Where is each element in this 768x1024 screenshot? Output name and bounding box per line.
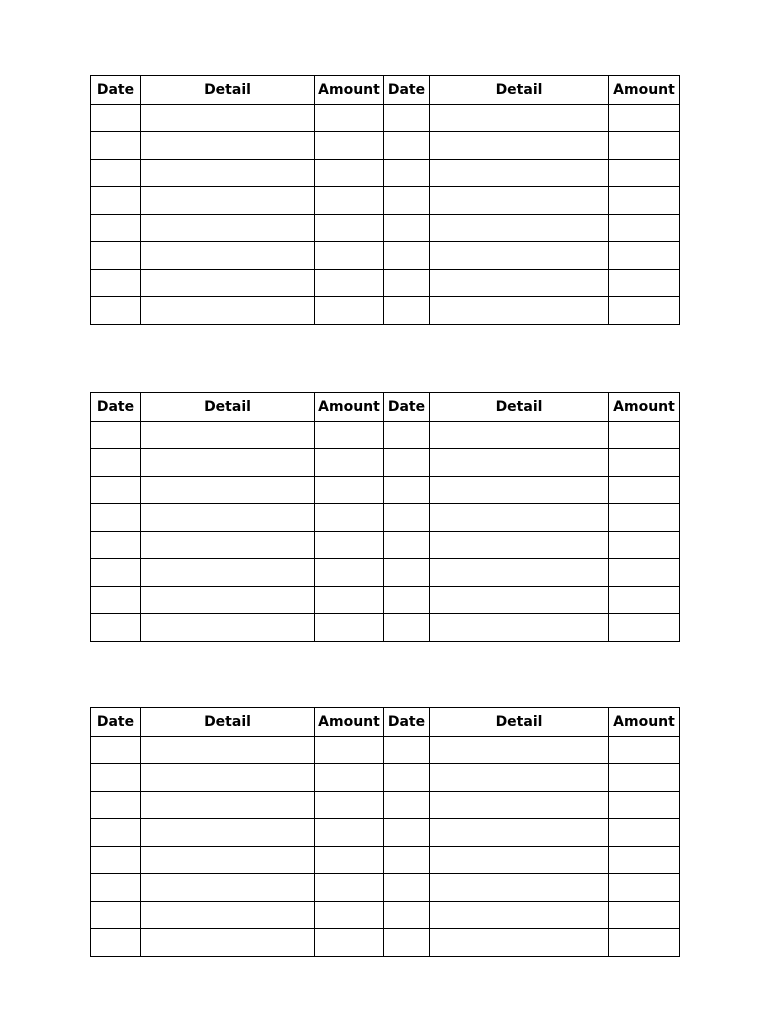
- date-cell: [384, 214, 430, 242]
- date-cell: [384, 104, 430, 132]
- amount-cell: [315, 559, 384, 587]
- column-header-amount: Amount: [315, 708, 384, 737]
- amount-cell: [609, 297, 680, 325]
- detail-cell: [141, 531, 315, 559]
- detail-cell: [430, 819, 609, 847]
- amount-cell: [315, 929, 384, 957]
- amount-cell: [315, 132, 384, 160]
- table-row: [91, 104, 680, 132]
- table-row: [91, 791, 680, 819]
- column-header-detail: Detail: [430, 708, 609, 737]
- detail-cell: [430, 159, 609, 187]
- detail-cell: [141, 559, 315, 587]
- date-cell: [384, 531, 430, 559]
- detail-cell: [141, 614, 315, 642]
- column-header-amount: Amount: [609, 708, 680, 737]
- date-cell: [91, 901, 141, 929]
- date-cell: [91, 187, 141, 215]
- table-row: [91, 874, 680, 902]
- amount-cell: [609, 846, 680, 874]
- amount-cell: [315, 901, 384, 929]
- amount-cell: [609, 269, 680, 297]
- table-row: [91, 846, 680, 874]
- amount-cell: [315, 449, 384, 477]
- detail-cell: [141, 104, 315, 132]
- amount-cell: [315, 764, 384, 792]
- amount-cell: [315, 504, 384, 532]
- date-cell: [384, 187, 430, 215]
- detail-cell: [430, 586, 609, 614]
- table-row: [91, 214, 680, 242]
- amount-cell: [609, 476, 680, 504]
- amount-cell: [315, 846, 384, 874]
- table-row: [91, 559, 680, 587]
- header-row: [91, 76, 680, 105]
- amount-cell: [315, 214, 384, 242]
- table-row: [91, 586, 680, 614]
- amount-cell: [609, 929, 680, 957]
- detail-cell: [430, 214, 609, 242]
- column-header-date: Date: [384, 76, 430, 105]
- detail-cell: [141, 187, 315, 215]
- detail-cell: [141, 476, 315, 504]
- column-header-amount: Amount: [609, 393, 680, 422]
- amount-cell: [315, 269, 384, 297]
- amount-cell: [609, 736, 680, 764]
- detail-cell: [141, 846, 315, 874]
- amount-cell: [609, 187, 680, 215]
- amount-cell: [315, 874, 384, 902]
- amount-cell: [609, 819, 680, 847]
- table-row: [91, 449, 680, 477]
- table-row: [91, 269, 680, 297]
- detail-cell: [430, 874, 609, 902]
- date-cell: [384, 132, 430, 160]
- amount-cell: [315, 104, 384, 132]
- header-row: [91, 393, 680, 422]
- amount-cell: [315, 242, 384, 270]
- amount-cell: [315, 159, 384, 187]
- date-cell: [91, 846, 141, 874]
- date-cell: [91, 159, 141, 187]
- date-cell: [384, 929, 430, 957]
- amount-cell: [609, 421, 680, 449]
- date-cell: [91, 449, 141, 477]
- amount-cell: [609, 104, 680, 132]
- column-header-amount: Amount: [609, 76, 680, 105]
- amount-cell: [609, 242, 680, 270]
- date-cell: [91, 504, 141, 532]
- amount-cell: [609, 504, 680, 532]
- detail-cell: [430, 449, 609, 477]
- detail-cell: [430, 791, 609, 819]
- table-row: [91, 159, 680, 187]
- amount-cell: [609, 764, 680, 792]
- amount-cell: [609, 586, 680, 614]
- detail-cell: [141, 874, 315, 902]
- amount-cell: [315, 614, 384, 642]
- amount-cell: [609, 874, 680, 902]
- ledger-body: [91, 104, 680, 324]
- date-cell: [384, 846, 430, 874]
- detail-cell: [430, 504, 609, 532]
- amount-cell: [315, 297, 384, 325]
- date-cell: [384, 504, 430, 532]
- table-row: [91, 504, 680, 532]
- column-header-amount: Amount: [315, 76, 384, 105]
- detail-cell: [141, 586, 315, 614]
- detail-cell: [141, 214, 315, 242]
- date-cell: [384, 614, 430, 642]
- column-header-detail: Detail: [430, 393, 609, 422]
- date-cell: [91, 874, 141, 902]
- date-cell: [91, 929, 141, 957]
- date-cell: [384, 901, 430, 929]
- detail-cell: [430, 242, 609, 270]
- detail-cell: [430, 132, 609, 160]
- table-row: [91, 819, 680, 847]
- amount-cell: [315, 187, 384, 215]
- column-header-amount: Amount: [315, 393, 384, 422]
- amount-cell: [315, 791, 384, 819]
- detail-cell: [141, 159, 315, 187]
- table-row: [91, 421, 680, 449]
- date-cell: [384, 297, 430, 325]
- date-cell: [384, 764, 430, 792]
- amount-cell: [609, 132, 680, 160]
- column-header-detail: Detail: [141, 393, 315, 422]
- detail-cell: [430, 187, 609, 215]
- detail-cell: [141, 764, 315, 792]
- detail-cell: [141, 132, 315, 160]
- detail-cell: [430, 476, 609, 504]
- detail-cell: [430, 614, 609, 642]
- date-cell: [91, 421, 141, 449]
- table-row: [91, 476, 680, 504]
- amount-cell: [609, 901, 680, 929]
- detail-cell: [430, 929, 609, 957]
- column-header-date: Date: [384, 393, 430, 422]
- column-header-detail: Detail: [141, 76, 315, 105]
- date-cell: [91, 531, 141, 559]
- table-row: [91, 531, 680, 559]
- header-row: [91, 708, 680, 737]
- table-row: [91, 901, 680, 929]
- date-cell: [384, 586, 430, 614]
- detail-cell: [430, 531, 609, 559]
- column-header-date: Date: [91, 708, 141, 737]
- detail-cell: [141, 297, 315, 325]
- date-cell: [91, 476, 141, 504]
- date-cell: [384, 874, 430, 902]
- date-cell: [91, 819, 141, 847]
- date-cell: [384, 791, 430, 819]
- amount-cell: [609, 559, 680, 587]
- amount-cell: [315, 819, 384, 847]
- date-cell: [384, 421, 430, 449]
- date-cell: [91, 104, 141, 132]
- amount-cell: [315, 421, 384, 449]
- date-cell: [91, 242, 141, 270]
- ledger-table-1: [90, 75, 680, 325]
- ledger-table-3: [90, 707, 680, 957]
- date-cell: [91, 586, 141, 614]
- date-cell: [384, 736, 430, 764]
- date-cell: [384, 159, 430, 187]
- table-row: [91, 242, 680, 270]
- detail-cell: [141, 791, 315, 819]
- amount-cell: [315, 476, 384, 504]
- detail-cell: [141, 421, 315, 449]
- ledger-table-2: [90, 392, 680, 642]
- date-cell: [384, 476, 430, 504]
- table-row: [91, 187, 680, 215]
- detail-cell: [430, 736, 609, 764]
- amount-cell: [609, 531, 680, 559]
- date-cell: [384, 819, 430, 847]
- detail-cell: [141, 242, 315, 270]
- table-row: [91, 736, 680, 764]
- detail-cell: [430, 846, 609, 874]
- amount-cell: [609, 791, 680, 819]
- detail-cell: [141, 449, 315, 477]
- amount-cell: [609, 159, 680, 187]
- date-cell: [91, 269, 141, 297]
- amount-cell: [315, 586, 384, 614]
- detail-cell: [430, 764, 609, 792]
- amount-cell: [609, 449, 680, 477]
- table-row: [91, 297, 680, 325]
- date-cell: [384, 269, 430, 297]
- detail-cell: [141, 269, 315, 297]
- detail-cell: [430, 421, 609, 449]
- date-cell: [384, 242, 430, 270]
- date-cell: [91, 614, 141, 642]
- amount-cell: [609, 214, 680, 242]
- column-header-detail: Detail: [430, 76, 609, 105]
- table-row: [91, 764, 680, 792]
- table-row: [91, 132, 680, 160]
- detail-cell: [141, 504, 315, 532]
- column-header-detail: Detail: [141, 708, 315, 737]
- column-header-date: Date: [91, 393, 141, 422]
- date-cell: [91, 791, 141, 819]
- detail-cell: [430, 559, 609, 587]
- ledger-body: [91, 421, 680, 641]
- detail-cell: [141, 901, 315, 929]
- amount-cell: [315, 736, 384, 764]
- detail-cell: [430, 297, 609, 325]
- date-cell: [91, 559, 141, 587]
- date-cell: [384, 559, 430, 587]
- column-header-date: Date: [384, 708, 430, 737]
- date-cell: [91, 132, 141, 160]
- detail-cell: [141, 819, 315, 847]
- detail-cell: [430, 901, 609, 929]
- table-row: [91, 929, 680, 957]
- date-cell: [384, 449, 430, 477]
- date-cell: [91, 764, 141, 792]
- date-cell: [91, 736, 141, 764]
- detail-cell: [141, 736, 315, 764]
- date-cell: [91, 214, 141, 242]
- detail-cell: [430, 269, 609, 297]
- table-row: [91, 614, 680, 642]
- date-cell: [91, 297, 141, 325]
- ledger-body: [91, 736, 680, 956]
- amount-cell: [609, 614, 680, 642]
- detail-cell: [430, 104, 609, 132]
- detail-cell: [141, 929, 315, 957]
- column-header-date: Date: [91, 76, 141, 105]
- amount-cell: [315, 531, 384, 559]
